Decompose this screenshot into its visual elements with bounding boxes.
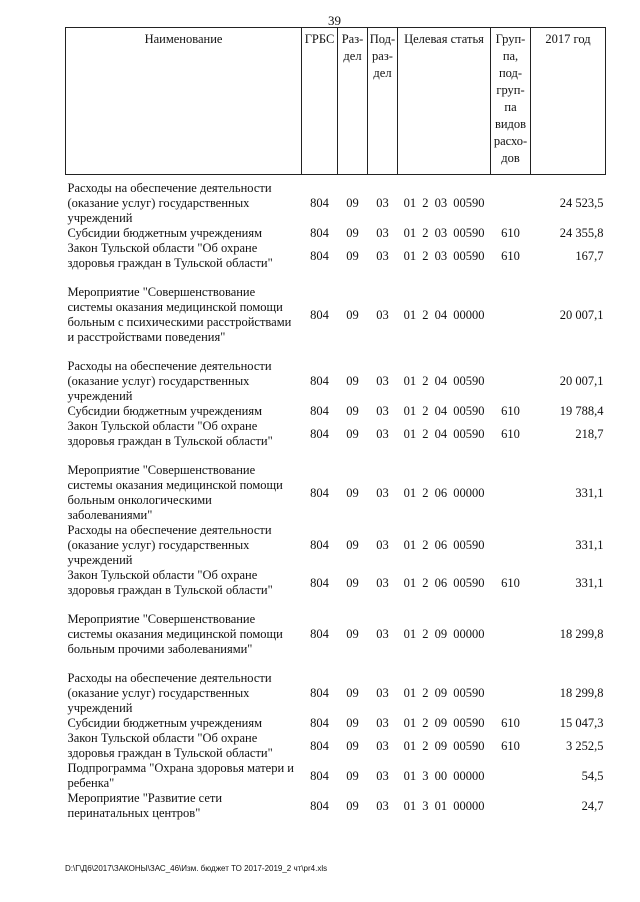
row-razdel: 09 [346,248,359,263]
row-name: Субсидии бюджетным учреждениям [67,716,263,730]
row-podrazdel: 03 [376,798,389,813]
table-row [66,612,606,671]
row-vid: 610 [501,738,520,753]
row-target: 01 2 09 00590 [403,716,485,730]
table-row [66,404,606,419]
row-name: Расходы на обеспечение деятельности (оказание услуг) государственных учреждений [67,671,272,715]
header-podrazdel: Под- раз- дел [368,28,398,175]
row-amount: 24 355,8 [559,226,604,240]
row-grbs: 804 [310,485,329,500]
row-grbs: 804 [310,738,329,753]
row-razdel: 09 [346,196,359,210]
row-amount: 18 299,8 [559,627,604,641]
row-grbs: 804 [310,426,329,441]
row-vid [491,612,531,671]
table-row [66,419,606,463]
row-podrazdel: 03 [376,738,389,753]
header-row [66,28,606,175]
page-number: 39 [328,13,341,28]
row-vid: 610 [501,575,520,590]
row-razdel: 09 [346,768,359,783]
row-name: Мероприятие "Совершенствование системы оказания медицинской помощи больным с психическими расстройствами и расстройствами поведения" [67,285,292,344]
row-target: 01 2 03 00590 [403,226,485,240]
table-row [66,568,606,612]
row-vid [491,761,531,791]
row-razdel: 09 [346,686,359,700]
row-podrazdel: 03 [376,538,389,552]
row-podrazdel: 03 [376,307,389,322]
row-target: 01 2 04 00590 [403,374,485,388]
row-target: 01 2 06 00590 [403,538,485,552]
table-row [66,463,606,523]
header-target: Целевая статья [398,28,491,175]
row-target: 01 2 03 00590 [403,248,485,263]
row-name: Мероприятие "Совершенствование системы оказания медицинской помощи больным онкологическими заболеваниями" [67,463,283,522]
row-grbs: 804 [310,798,329,813]
row-target: 01 3 01 00000 [403,798,485,813]
row-podrazdel: 03 [376,226,389,240]
row-vid: 610 [501,426,520,441]
row-vid [491,463,531,523]
row-amount: 24,7 [581,798,604,813]
budget-table [65,27,606,821]
table-row [66,761,606,791]
row-name: Субсидии бюджетным учреждениям [67,226,263,240]
row-grbs: 804 [310,716,329,730]
row-amount: 54,5 [581,768,604,783]
row-vid [491,359,531,404]
row-razdel: 09 [346,226,359,240]
row-grbs: 804 [310,538,329,552]
header-name: Наименование [66,28,302,175]
row-name: Расходы на обеспечение деятельности (оказание услуг) государственных учреждений [67,181,272,225]
row-razdel: 09 [346,307,359,322]
row-target: 01 2 04 00590 [403,426,485,441]
header-grbs: ГРБС [302,28,338,175]
row-grbs: 804 [310,196,329,210]
row-target: 01 2 09 00590 [403,686,485,700]
row-grbs: 804 [310,404,329,418]
row-name: Субсидии бюджетным учреждениям [67,404,263,418]
table-row [66,791,606,821]
row-name: Закон Тульской области "Об охране здоровья граждан в Тульской области" [67,568,273,597]
row-target: 01 3 00 00000 [403,768,485,783]
table-row [66,226,606,241]
row-vid [491,791,531,821]
row-name: Закон Тульской области "Об охране здоровья граждан в Тульской области" [67,419,273,448]
row-podrazdel: 03 [376,686,389,700]
row-vid [491,175,531,227]
row-razdel: 09 [346,404,359,418]
table-row [66,716,606,731]
row-podrazdel: 03 [376,248,389,263]
row-target: 01 2 09 00000 [403,627,485,641]
table-row [66,523,606,568]
row-podrazdel: 03 [376,374,389,388]
header-year: 2017 год [531,28,606,175]
table-row [66,241,606,285]
row-podrazdel: 03 [376,426,389,441]
row-razdel: 09 [346,716,359,730]
row-name: Закон Тульской области "Об охране здоровья граждан в Тульской области" [67,241,273,270]
row-razdel: 09 [346,738,359,753]
row-razdel: 09 [346,538,359,552]
row-name: Расходы на обеспечение деятельности (оказание услуг) государственных учреждений [67,359,272,403]
table-row [66,731,606,761]
row-vid [491,671,531,716]
row-amount: 24 523,5 [559,196,604,210]
footer-file-path: D:\Г\Д6\2017\ЗАКОНЫ\ЗАС_46\Изм. бюджет ТО 2017-2019_2 чт\pr4.xls [65,864,328,873]
row-podrazdel: 03 [376,575,389,590]
row-target: 01 2 03 00590 [403,196,485,210]
row-target: 01 2 06 00590 [403,575,485,590]
row-amount: 331,1 [575,575,604,590]
row-name: Мероприятие "Совершенствование системы оказания медицинской помощи больным прочими заболеваниями" [67,612,283,656]
row-vid [491,285,531,359]
row-vid: 610 [501,248,520,263]
row-target: 01 2 04 00000 [403,307,485,322]
row-razdel: 09 [346,374,359,388]
row-amount: 218,7 [575,426,604,441]
table-row [66,175,606,227]
row-grbs: 804 [310,248,329,263]
row-podrazdel: 03 [376,485,389,500]
row-grbs: 804 [310,307,329,322]
row-amount: 167,7 [575,248,604,263]
header-vid: Груп- па, под- груп- па видов расхо- дов [491,28,531,175]
row-vid [491,523,531,568]
row-grbs: 804 [310,374,329,388]
table-row [66,285,606,359]
row-podrazdel: 03 [376,627,389,641]
row-podrazdel: 03 [376,716,389,730]
row-amount: 331,1 [575,538,604,552]
row-vid: 610 [501,716,520,730]
row-grbs: 804 [310,226,329,240]
row-podrazdel: 03 [376,196,389,210]
row-amount: 18 299,8 [559,686,604,700]
row-amount: 3 252,5 [566,738,604,753]
row-podrazdel: 03 [376,404,389,418]
row-amount: 19 788,4 [559,404,604,418]
row-razdel: 09 [346,426,359,441]
row-grbs: 804 [310,575,329,590]
row-target: 01 2 06 00000 [403,485,485,500]
row-name: Закон Тульской области "Об охране здоровья граждан в Тульской области" [67,731,273,760]
row-podrazdel: 03 [376,768,389,783]
row-grbs: 804 [310,627,329,641]
row-vid: 610 [501,226,520,240]
row-razdel: 09 [346,485,359,500]
row-razdel: 09 [346,575,359,590]
row-target: 01 2 04 00590 [403,404,485,418]
row-name: Подпрограмма "Охрана здоровья матери и ребенка" [67,761,294,790]
row-grbs: 804 [310,686,329,700]
header-razdel: Раз- дел [338,28,368,175]
row-amount: 331,1 [575,485,604,500]
row-name: Расходы на обеспечение деятельности (оказание услуг) государственных учреждений [67,523,272,567]
row-grbs: 804 [310,768,329,783]
table-row [66,671,606,716]
row-target: 01 2 09 00590 [403,738,485,753]
row-amount: 15 047,3 [559,716,604,730]
row-razdel: 09 [346,798,359,813]
row-vid: 610 [501,404,520,418]
row-razdel: 09 [346,627,359,641]
row-amount: 20 007,1 [559,374,604,388]
table-row [66,359,606,404]
row-amount: 20 007,1 [559,307,604,322]
row-name: Мероприятие "Развитие сети перинатальных центров" [67,791,223,820]
